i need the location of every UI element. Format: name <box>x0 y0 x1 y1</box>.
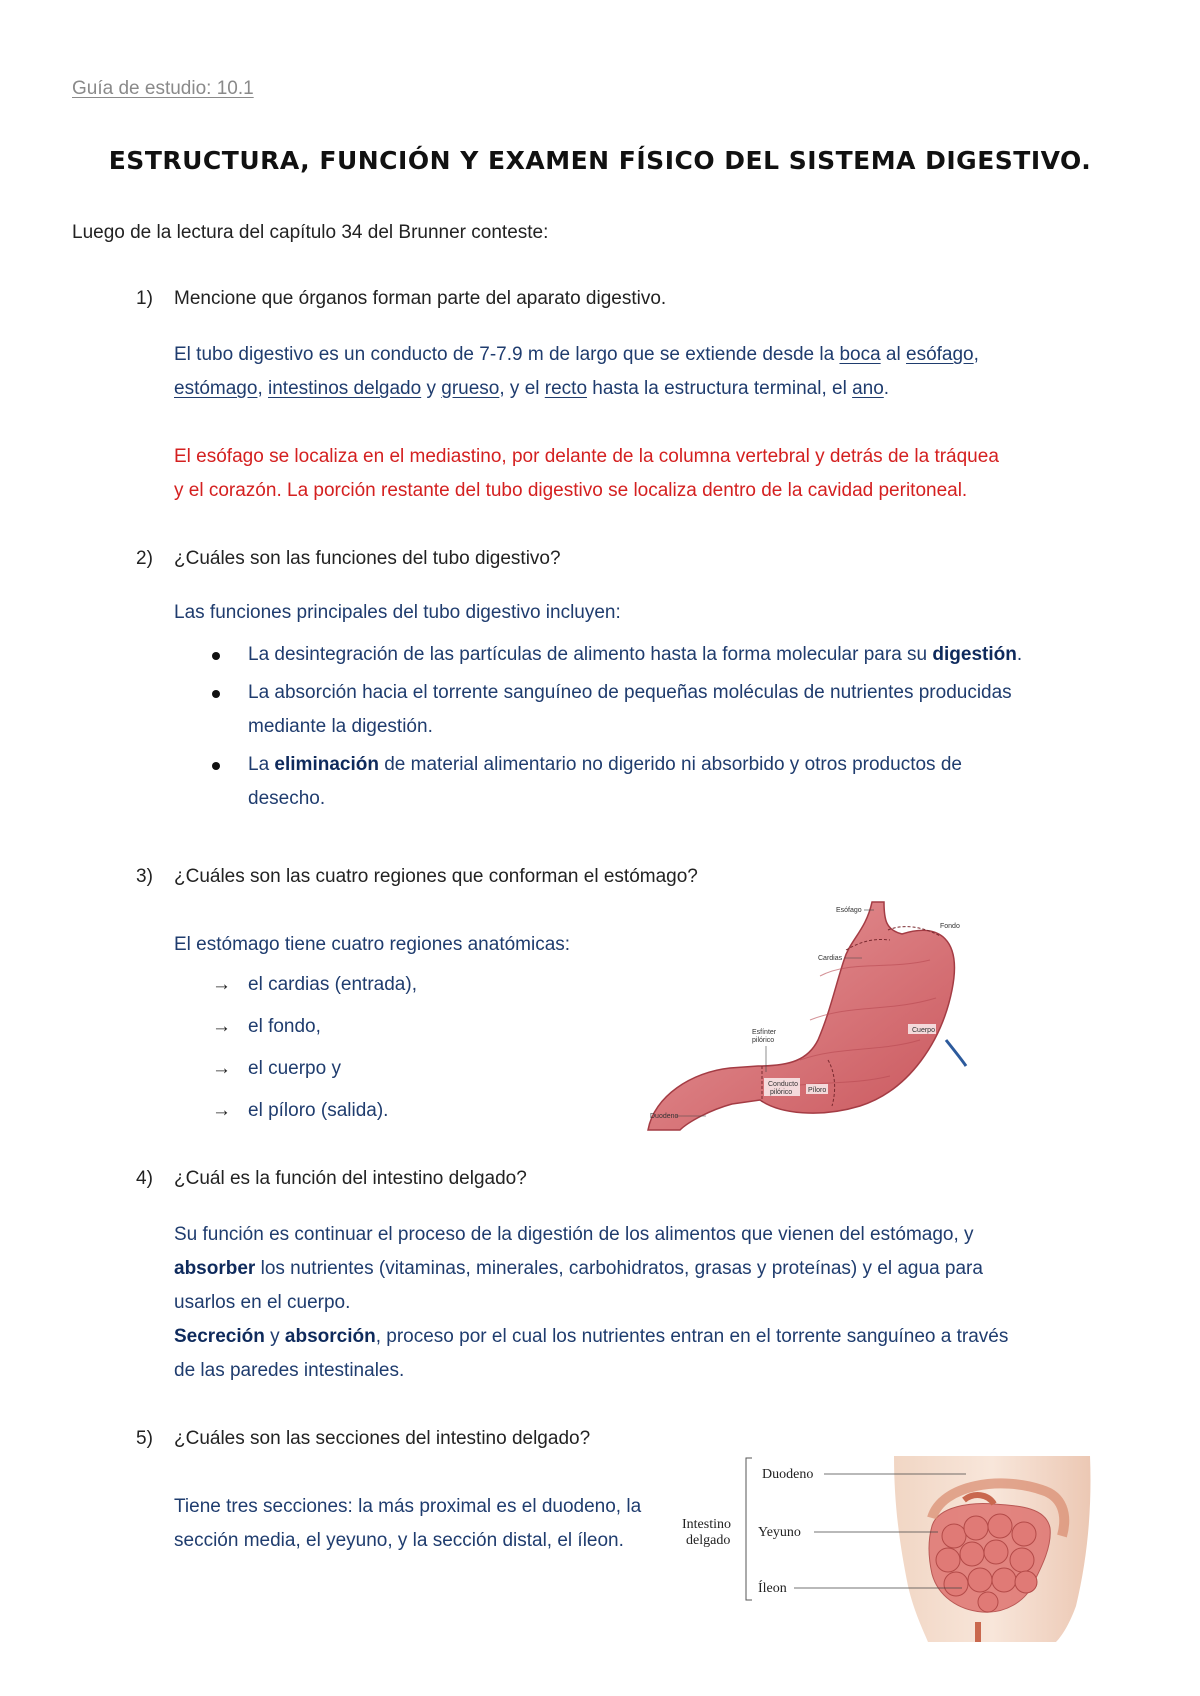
term-boca: boca <box>839 344 881 365</box>
list-item: → el cardias (entrada), <box>206 964 417 1006</box>
label-cuerpo: Cuerpo <box>912 1027 935 1034</box>
label-esfinter: Esfínter <box>752 1029 777 1036</box>
answer-4: Su función es continuar el proceso de la digestión de los alimentos que vienen del estómago, y absorber los nutrientes (vitaminas, minerales, carbohidratos, grasas y proteínas) y el agua para usarlos en el cuerpo. Secreción y absorción, proceso por el cual los nutrientes entran en el torrente sanguíneo a través de las paredes intestinales. <box>174 1224 1009 1381</box>
term-grueso: grueso <box>441 378 500 399</box>
label-conducto: Conducto <box>768 1081 798 1088</box>
question-number: 4) <box>136 1168 153 1189</box>
page-title: ESTRUCTURA, FUNCIÓN Y EXAMEN FÍSICO DEL SISTEMA DIGESTIVO. <box>108 146 1092 175</box>
guide-label: Guía de estudio: 10.1 <box>72 78 254 99</box>
list-item: → el cuerpo y <box>206 1048 417 1090</box>
question-number: 1) <box>136 288 153 309</box>
list-item: La eliminación de material alimentario no digerido ni absorbido y otros productos de desecho. <box>206 748 1146 816</box>
question-text: ¿Cuál es la función del intestino delgado? <box>174 1168 527 1189</box>
list-item: La absorción hacia el torrente sanguíneo de pequeñas moléculas de nutrientes producidas mediante la digestión. <box>206 676 1146 744</box>
label-ileon: Íleon <box>758 1581 787 1596</box>
label-yeyuno: Yeyuno <box>758 1525 801 1540</box>
answer-2-lead: Las funciones principales del tubo digestivo incluyen: <box>174 602 621 623</box>
arrow-icon: → <box>212 1016 231 1037</box>
answer-1 <box>174 338 1134 406</box>
functions-list <box>206 638 1146 816</box>
label-duodeno: Duodeno <box>650 1113 679 1120</box>
arrow-icon: → <box>212 1100 231 1121</box>
intro-text: Luego de la lectura del capítulo 34 del Brunner conteste: <box>72 222 549 243</box>
answer-3-lead: El estómago tiene cuatro regiones anatómicas: <box>174 934 571 955</box>
label-esofago: Esófago <box>836 907 862 914</box>
svg-text:pilórico: pilórico <box>770 1089 793 1096</box>
question-number: 3) <box>136 866 153 887</box>
stomach-illustration <box>640 900 990 1132</box>
label-piloro: Píloro <box>808 1087 827 1094</box>
label-duodeno: Duodeno <box>762 1467 814 1482</box>
term-estomago: estómago <box>174 378 258 399</box>
list-item: La desintegración de las partículas de alimento hasta la forma molecular para su digestión. <box>206 638 1146 672</box>
arrow-icon: → <box>212 1058 231 1079</box>
question-text: Mencione que órganos forman parte del aparato digestivo. <box>174 288 667 309</box>
stomach-regions-list <box>206 964 417 1132</box>
list-item: → el fondo, <box>206 1006 417 1048</box>
term-ano: ano <box>852 378 884 399</box>
label-fondo: Fondo <box>940 923 960 930</box>
question-text: ¿Cuáles son las secciones del intestino delgado? <box>174 1428 591 1449</box>
small-intestine-illustration <box>682 1456 1122 1642</box>
label-intestino: Intestino <box>682 1517 731 1532</box>
answer-1-note: El esófago se localiza en el mediastino, por delante de la columna vertebral y detrás de la tráquea y el corazón. La porción restante del tubo digestivo se localiza dentro de la cavidad peritoneal. <box>174 446 999 501</box>
arrow-icon: → <box>212 974 231 995</box>
svg-text:delgado: delgado <box>686 1533 731 1548</box>
answer-1-line-1: El tubo digestivo es un conducto de 7-7.9 m de largo que se extiende desde la boca al esófago, <box>174 344 979 365</box>
label-cardias: Cardias <box>818 955 843 962</box>
question-text: ¿Cuáles son las funciones del tubo digestivo? <box>174 548 561 569</box>
svg-text:pilórico: pilórico <box>752 1037 775 1044</box>
question-text: ¿Cuáles son las cuatro regiones que conforman el estómago? <box>174 866 698 887</box>
question-number: 5) <box>136 1428 153 1449</box>
list-item: → el píloro (salida). <box>206 1090 417 1132</box>
question-number: 2) <box>136 548 153 569</box>
term-recto: recto <box>544 378 588 399</box>
answer-5: Tiene tres secciones: la más proximal es el duodeno, la sección media, el yeyuno, y la sección distal, el íleon. <box>174 1496 642 1551</box>
term-esofago: esófago <box>906 344 974 365</box>
answer-1-line-2: estómago, intestinos delgado y grueso, y el recto hasta la estructura terminal, el ano. <box>174 378 890 399</box>
term-intestinos: intestinos delgado <box>268 378 422 399</box>
